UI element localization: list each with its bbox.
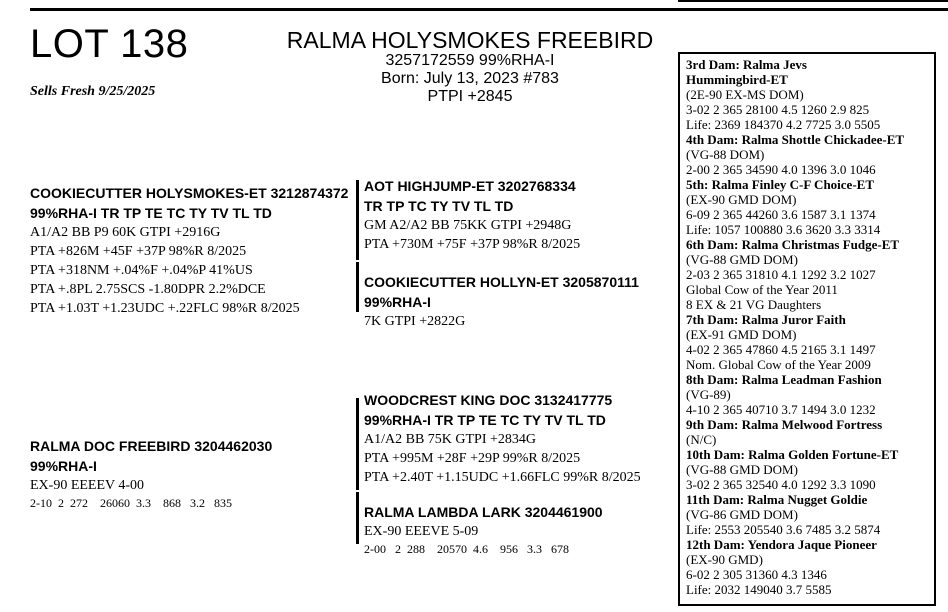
- dam-sire-name: WOODCREST KING DOC 3132417775: [364, 392, 613, 408]
- dam-sire-line: A1/A2 BB 75K GTPI +2834G: [364, 432, 537, 447]
- maternal-dam-detail: 2-03 2 365 31810 4.1 1292 3.2 1027: [686, 267, 876, 282]
- maternal-dam-title: 7th Dam: Ralma Juror Faith: [686, 312, 846, 327]
- maternal-dam-title: 4th Dam: Ralma Shottle Chickadee-ET: [686, 132, 905, 147]
- sire-name: COOKIECUTTER HOLYSMOKES-ET 3212874372: [30, 185, 349, 201]
- sire-line: A1/A2 BB P9 60K GTPI +2916G: [30, 225, 221, 240]
- maternal-dam-title: 12th Dam: Yendora Jaque Pioneer: [686, 537, 877, 552]
- sire-dam-line: 7K GTPI +2822G: [364, 314, 466, 329]
- sire-dam-tags: 99%RHA-I: [364, 294, 431, 310]
- maternal-dam-title: 9th Dam: Ralma Melwood Fortress: [686, 417, 883, 432]
- maternal-dam-detail: 8 EX & 21 VG Daughters: [686, 297, 822, 312]
- maternal-dam-title: 5th: Ralma Finley C-F Choice-ET: [686, 177, 874, 192]
- sire-sire-tags: TR TP TC TY TV TL TD: [364, 198, 514, 214]
- dam-dam-name: RALMA LAMBDA LARK 3204461900: [364, 504, 603, 520]
- sells-fresh-date: Sells Fresh 9/25/2025: [30, 84, 156, 99]
- maternal-line-box: [678, 52, 936, 606]
- pedigree-bracket: [356, 180, 359, 260]
- dam-block: [30, 436, 350, 512]
- maternal-dam-detail: 6-02 2 305 31360 4.3 1346: [686, 567, 827, 582]
- registration: 3257172559 99%RHA-I: [385, 52, 555, 69]
- maternal-dam-detail: (N/C): [686, 432, 717, 447]
- maternal-dam-detail: (VG-88 GMD DOM): [686, 252, 798, 267]
- maternal-dam-detail: 4-10 2 365 40710 3.7 1494 3.0 1232: [686, 402, 876, 417]
- dam-name: RALMA DOC FREEBIRD 3204462030: [30, 438, 273, 454]
- maternal-dam-title: 3rd Dam: Ralma Jevs: [686, 57, 807, 72]
- sire-block: [30, 183, 350, 318]
- dam-dam-classification: EX-90 EEEVE 5-09: [364, 524, 479, 539]
- sire-line: PTA +.8PL 2.75SCS -1.80DPR 2.2%DCE: [30, 282, 266, 297]
- maternal-dam-title: 8th Dam: Ralma Leadman Fashion: [686, 372, 882, 387]
- dam-sire-line: PTA +2.40T +1.15UDC +1.66FLC 99%R 8/2025: [364, 470, 641, 485]
- animal-header: [250, 28, 690, 106]
- ptpi: PTPI +2845: [427, 88, 513, 105]
- top-rule: [30, 8, 948, 11]
- maternal-dam-detail: Life: 2553 205540 3.6 7485 3.2 5874: [686, 522, 881, 537]
- pedigree-bracket: [356, 398, 359, 490]
- maternal-dam-detail: 4-02 2 365 47860 4.5 2165 3.1 1497: [686, 342, 876, 357]
- maternal-dam-title: 11th Dam: Ralma Nugget Goldie: [686, 492, 868, 507]
- maternal-dam-detail: (VG-89): [686, 387, 731, 402]
- maternal-dam-detail: Life: 1057 100880 3.6 3620 3.3 3314: [686, 222, 881, 237]
- dam-tags: 99%RHA-I: [30, 458, 97, 474]
- sire-sire-name: AOT HIGHJUMP-ET 3202768334: [364, 178, 576, 194]
- maternal-dam-title: Hummingbird-ET: [686, 72, 788, 87]
- sire-line: PTA +318NM +.04%F +.04%P 41%US: [30, 263, 253, 278]
- maternal-dam-detail: 6-09 2 365 44260 3.6 1587 3.1 1374: [686, 207, 876, 222]
- maternal-dam-title: 10th Dam: Ralma Golden Fortune-ET: [686, 447, 899, 462]
- maternal-dam-detail: (EX-90 GMD): [686, 552, 763, 567]
- sire-sire-block: [364, 176, 664, 254]
- birth-date: Born: July 13, 2023 #783: [381, 70, 559, 87]
- dam-classification: EX-90 EEEEV 4-00: [30, 478, 145, 493]
- animal-name: RALMA HOLYSMOKES FREEBIRD: [286, 27, 654, 53]
- sire-tags: 99%RHA-I TR TP TE TC TY TV TL TD: [30, 205, 272, 221]
- maternal-dam-detail: 2-00 2 365 34590 4.0 1396 3.0 1046: [686, 162, 876, 177]
- maternal-dam-detail: Life: 2032 149040 3.7 5585: [686, 582, 832, 597]
- sire-sire-line: PTA +730M +75F +37P 98%R 8/2025: [364, 237, 581, 252]
- sire-dam-name: COOKIECUTTER HOLLYN-ET 3205870111: [364, 274, 639, 290]
- sire-line: PTA +1.03T +1.23UDC +.22FLC 98%R 8/2025: [30, 301, 300, 316]
- pedigree-bracket: [356, 492, 359, 544]
- maternal-dam-detail: (EX-91 GMD DOM): [686, 327, 797, 342]
- maternal-dam-detail: (2E-90 EX-MS DOM): [686, 87, 804, 102]
- maternal-dam-title: 6th Dam: Ralma Christmas Fudge-ET: [686, 237, 900, 252]
- maternal-dam-detail: Life: 2369 184370 4.2 7725 3.0 5505: [686, 117, 881, 132]
- pedigree-bracket: [356, 262, 359, 312]
- maternal-dam-detail: (VG-88 DOM): [686, 147, 765, 162]
- dam-record: 2-10 2 272 26060 3.3 868 3.2 835: [30, 496, 232, 510]
- dam-dam-block: [364, 502, 674, 558]
- maternal-dam-detail: Global Cow of the Year 2011: [686, 282, 838, 297]
- maternal-dam-detail: 3-02 2 365 32540 4.0 1292 3.3 1090: [686, 477, 876, 492]
- maternal-dam-detail: Nom. Global Cow of the Year 2009: [686, 357, 871, 372]
- maternal-dam-detail: (VG-88 GMD DOM): [686, 462, 798, 477]
- sire-dam-block: [364, 272, 664, 331]
- dam-sire-block: [364, 390, 674, 487]
- dam-sire-line: PTA +995M +28F +29P 99%R 8/2025: [364, 451, 581, 466]
- maternal-dam-detail: (EX-90 GMD DOM): [686, 192, 797, 207]
- dam-dam-record: 2-00 2 288 20570 4.6 956 3.3 678: [364, 542, 569, 556]
- top-right-rule: [678, 0, 948, 2]
- sire-line: PTA +826M +45F +37P 98%R 8/2025: [30, 244, 247, 259]
- maternal-dam-detail: (VG-86 GMD DOM): [686, 507, 798, 522]
- sire-sire-line: GM A2/A2 BB 75KK GTPI +2948G: [364, 218, 572, 233]
- lot-number: LOT 138: [30, 22, 189, 66]
- dam-sire-tags: 99%RHA-I TR TP TE TC TY TV TL TD: [364, 412, 606, 428]
- maternal-dam-detail: 3-02 2 365 28100 4.5 1260 2.9 825: [686, 102, 870, 117]
